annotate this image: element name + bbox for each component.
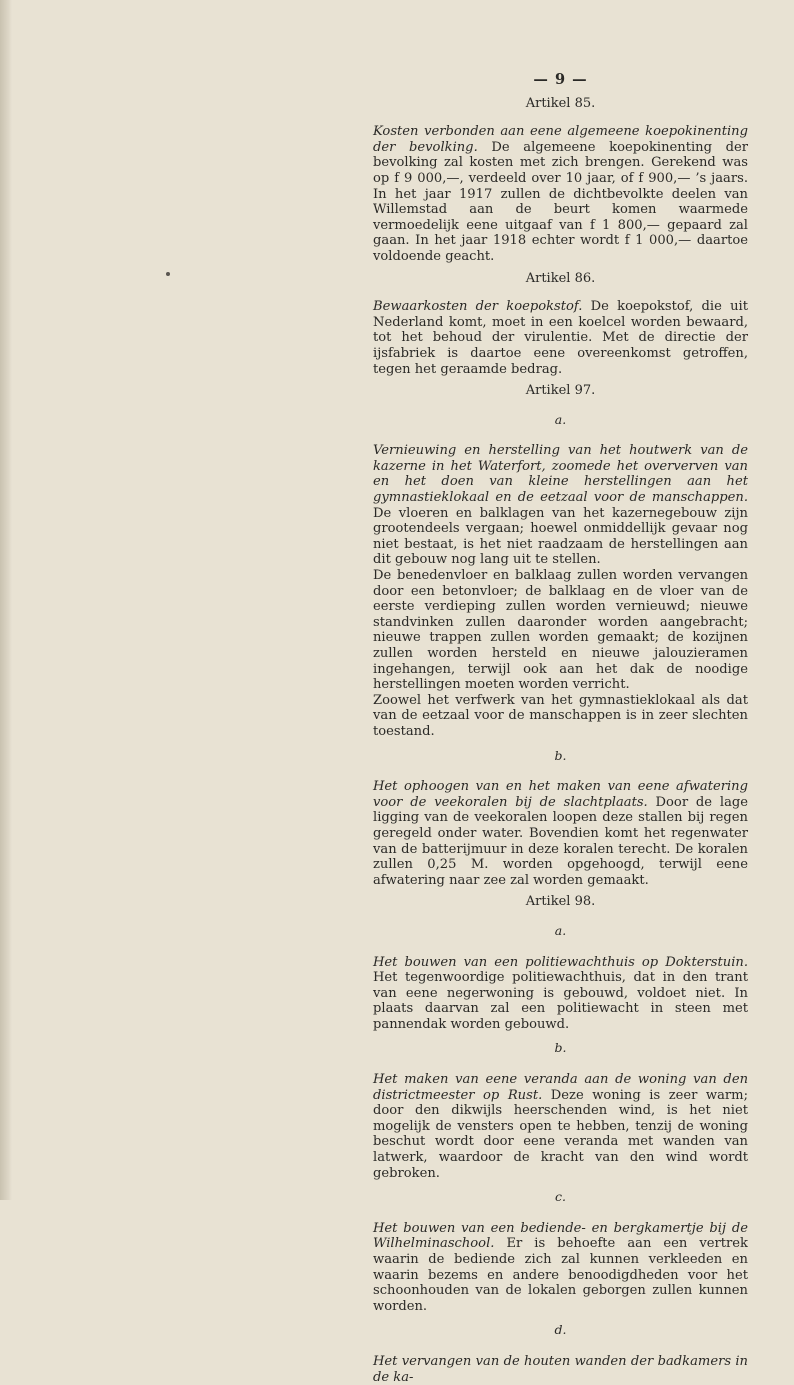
paragraph-lead: Vernieuwing en herstelling van het houtwerk van de kazerne in het Waterfort, zoomede het oververven van en het doen van kleine herstellingen aan het gymnastieklokaal en de eetzaal voor de manschappen. xyxy=(373,443,748,506)
paragraph-body: Zoowel het verfwerk van het gymnastieklokaal als dat van de eetzaal voor de manschappen is in zeer slechten toestand. xyxy=(373,692,748,739)
subsection-label: b. xyxy=(554,1040,567,1056)
paragraph-body: Door de lage ligging van de veekoralen loopen deze stallen bij regen geregeld onder water. Bovendien komt het regenwater van de batterijmuur in deze koralen terecht. De koralen zullen 0,25 M. worden opgehoogd, terwijl eene afwatering naar zee zal worden gemaakt. xyxy=(373,794,749,888)
subsection-label: a. xyxy=(554,922,567,938)
paragraph-body: De algemeene koepokinenting der bevolking zal kosten met zich brengen. Gerekend was op f 9 000,—, verdeeld over 10 jaar, of f 900,— ’s jaars. In het jaar 1917 zullen de dichtbevolkte deelen van Willemstad aan de beurt komen waarmede vermoedelijk eene uitgaaf van f 1 800,— gepaard zal gaan. In het jaar 1918 echter wordt f 1 000,— daartoe voldoende geacht. xyxy=(373,139,748,264)
paragraph-body: De benedenvloer en balklaag zullen worden vervangen door een betonvloer; de balklaag en de vloer van de eerste verdieping zullen worden vernieuwd; nieuwe standvinken zullen daaronder worden aangebracht; nieuwe trappen zullen worden gemaakt; de kozijnen zullen worden hersteld en nieuwe jalouzieramen ingehangen, terwijl ook aan het dak de noodige herstellingen moeten worden verricht. xyxy=(373,568,748,693)
paragraph-lead: Bewaarkosten der koepokstof. xyxy=(373,299,583,315)
paragraph xyxy=(373,693,748,740)
paragraph xyxy=(373,779,748,888)
article-heading: Artikel 98. xyxy=(525,894,596,910)
paragraph-body: Het tegenwoordige politiewachthuis, dat in den trant van eene negerwoning is gebouwd, voldoet niet. In plaats daarvan zal een politiewacht in steen met pannendak worden gebouwd. xyxy=(373,970,748,1032)
subsection-label: c. xyxy=(555,1189,566,1205)
subsection-label: a. xyxy=(554,411,567,427)
subsection-label: d. xyxy=(554,1322,567,1338)
paragraph-lead: Kosten verbonden aan eene algemeene koepokinenting der bevolking. xyxy=(373,124,748,155)
paragraph xyxy=(373,568,748,693)
paragraph xyxy=(373,299,748,377)
page-number: — 9 — xyxy=(533,71,588,88)
paragraph-lead: Het bouwen van een politiewachthuis op Dokterstuin. xyxy=(373,954,748,970)
article-heading: Artikel 85. xyxy=(525,95,596,111)
paragraph xyxy=(373,443,748,568)
paragraph-lead: Het bouwen van een bediende- en bergkamertje bij de Wilhelminaschool. xyxy=(373,1220,748,1252)
paper-speck xyxy=(166,272,170,276)
page-binding-edge xyxy=(0,0,12,1200)
paragraph xyxy=(373,955,748,1033)
article-heading: Artikel 97. xyxy=(525,383,596,399)
paragraph-lead: Het maken van eene veranda aan de woning van den districtmeester op Rust. xyxy=(373,1072,748,1103)
document-page xyxy=(373,72,748,1385)
paragraph xyxy=(373,1354,748,1385)
paragraph-lead: Het ophoogen van en het maken van eene afwatering voor de veekoralen bij de slachtplaats. xyxy=(373,779,748,810)
paragraph xyxy=(373,124,748,264)
subsection-label: b. xyxy=(554,747,567,763)
paragraph xyxy=(373,1221,748,1315)
document-body xyxy=(373,96,748,1385)
paragraph-body: Er is behoefte aan een vertrek waarin de bediende zich zal kunnen verkleeden en waarin bezems en andere benoodigdheden voor het schoonhouden van de lokalen geborgen zullen kunnen worden. xyxy=(373,1236,748,1314)
article-heading: Artikel 86. xyxy=(525,270,596,286)
paragraph-lead: Het vervangen van de houten wanden der badkamers in de ka- xyxy=(373,1353,748,1385)
paragraph xyxy=(373,1072,748,1181)
paragraph-body: De vloeren en balklagen van het kazernegebouw zijn grootendeels vergaan; hoewel onmiddellijk gevaar nog niet bestaat, is het niet raadzaam de herstellingen aan dit gebouw nog lang uit te stellen. xyxy=(373,505,748,568)
paragraph-body: Deze woning is zeer warm; door den dikwijls heerschenden wind, is het niet mogelijk de vensters open te hebben, tenzij de woning beschut wordt door eene veranda met wanden van latwerk, waardoor de kracht van den wind wordt gebroken. xyxy=(373,1087,748,1181)
paragraph-body: De koepokstof, die uit Nederland komt, moet in een koelcel worden bewaard, tot het behoud der virulentie. Met de directie der ijsfabriek is daartoe eene overeenkomst getroffen, tegen het geraamde bedrag. xyxy=(373,299,748,377)
